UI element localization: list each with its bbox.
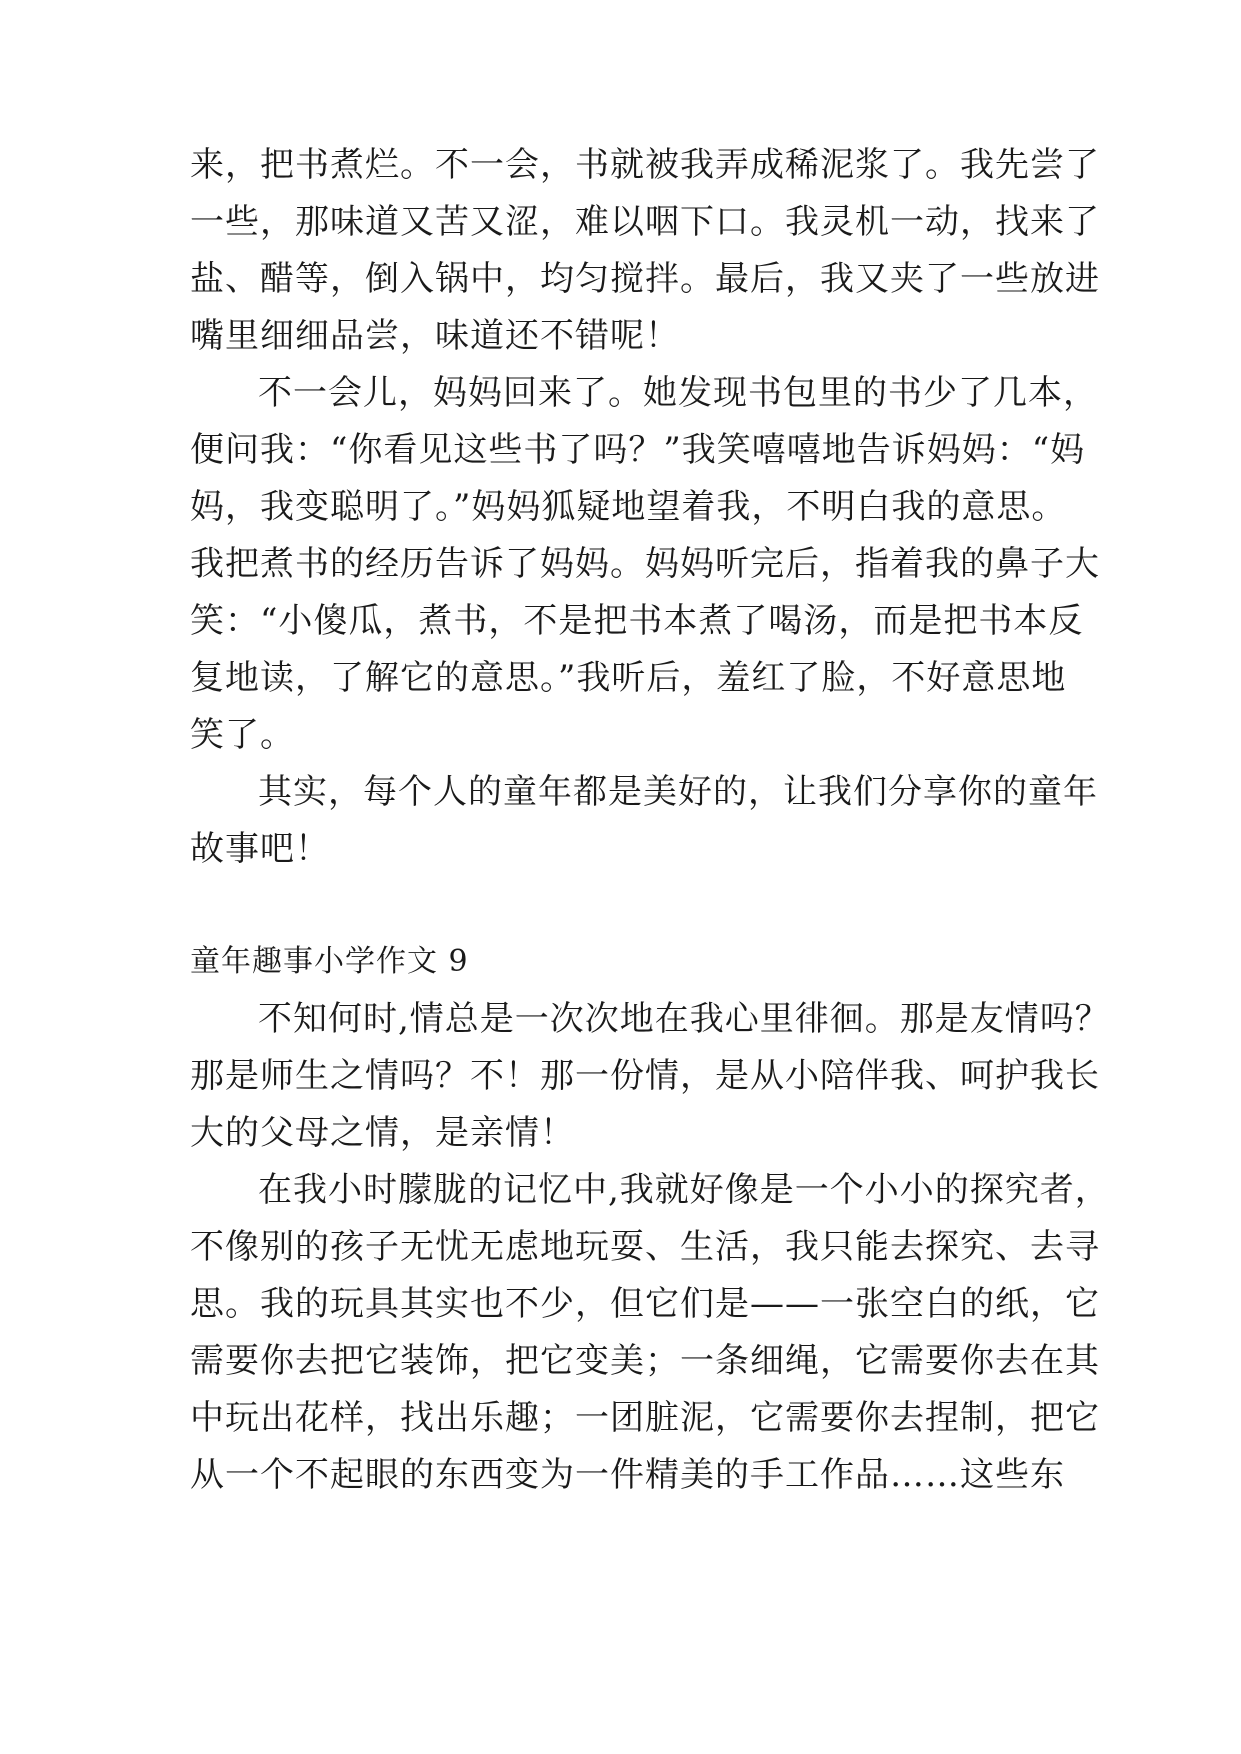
- paragraph-line: 一些，那味道又苦又涩，难以咽下口。我灵机一动，找来了: [190, 202, 1100, 242]
- paragraph-line: 需要你去把它装饰，把它变美；一条细绳，它需要你去在其: [190, 1341, 1100, 1381]
- paragraph-line: 大的父母之情，是亲情！: [190, 1113, 575, 1153]
- paragraph-line: 其实，每个人的童年都是美好的，让我们分享你的童年: [258, 772, 1098, 812]
- paragraph-line: 中玩出花样，找出乐趣；一团脏泥，它需要你去捏制，把它: [190, 1398, 1100, 1438]
- paragraph-line: 便问我：“你看见这些书了吗？”我笑嘻嘻地告诉妈妈：“妈: [190, 430, 1086, 470]
- paragraph-line: 故事吧！: [190, 829, 330, 869]
- paragraph-line: 从一个不起眼的东西变为一件精美的手工作品……这些东: [190, 1455, 1065, 1495]
- paragraph-line: 思。我的玩具其实也不少，但它们是——一张空白的纸，它: [190, 1284, 1100, 1324]
- paragraph-line: 笑了。: [190, 715, 295, 755]
- paragraph-line: 不知何时,情总是一次次地在我心里徘徊。那是友情吗？: [258, 999, 1110, 1039]
- paragraph-line: 笑：“小傻瓜，煮书，不是把书本煮了喝汤，而是把书本反: [190, 601, 1084, 641]
- paragraph-line: 妈，我变聪明了。”妈妈狐疑地望着我，不明白我的意思。: [190, 487, 1067, 527]
- paragraph-line: 在我小时朦胧的记忆中,我就好像是一个小小的探究者，: [258, 1170, 1110, 1210]
- paragraph-line: 盐、醋等，倒入锅中，均匀搅拌。最后，我又夹了一些放进: [190, 259, 1100, 299]
- paragraph-line: 那是师生之情吗？不！那一份情，是从小陪伴我、呵护我长: [190, 1056, 1100, 1096]
- paragraph-line: 不像别的孩子无忧无虑地玩耍、生活，我只能去探究、去寻: [190, 1227, 1100, 1267]
- paragraph-line: 不一会儿，妈妈回来了。她发现书包里的书少了几本，: [258, 373, 1098, 413]
- essay-title: 童年趣事小学作文 9: [190, 944, 469, 979]
- paragraph-line: 来，把书煮烂。不一会，书就被我弄成稀泥浆了。我先尝了: [190, 145, 1100, 185]
- paragraph-line: 嘴里细细品尝，味道还不错呢！: [190, 316, 680, 356]
- paragraph-line: 复地读，了解它的意思。”我听后，羞红了脸，不好意思地: [190, 658, 1067, 698]
- paragraph-line: 我把煮书的经历告诉了妈妈。妈妈听完后，指着我的鼻子大: [190, 544, 1100, 584]
